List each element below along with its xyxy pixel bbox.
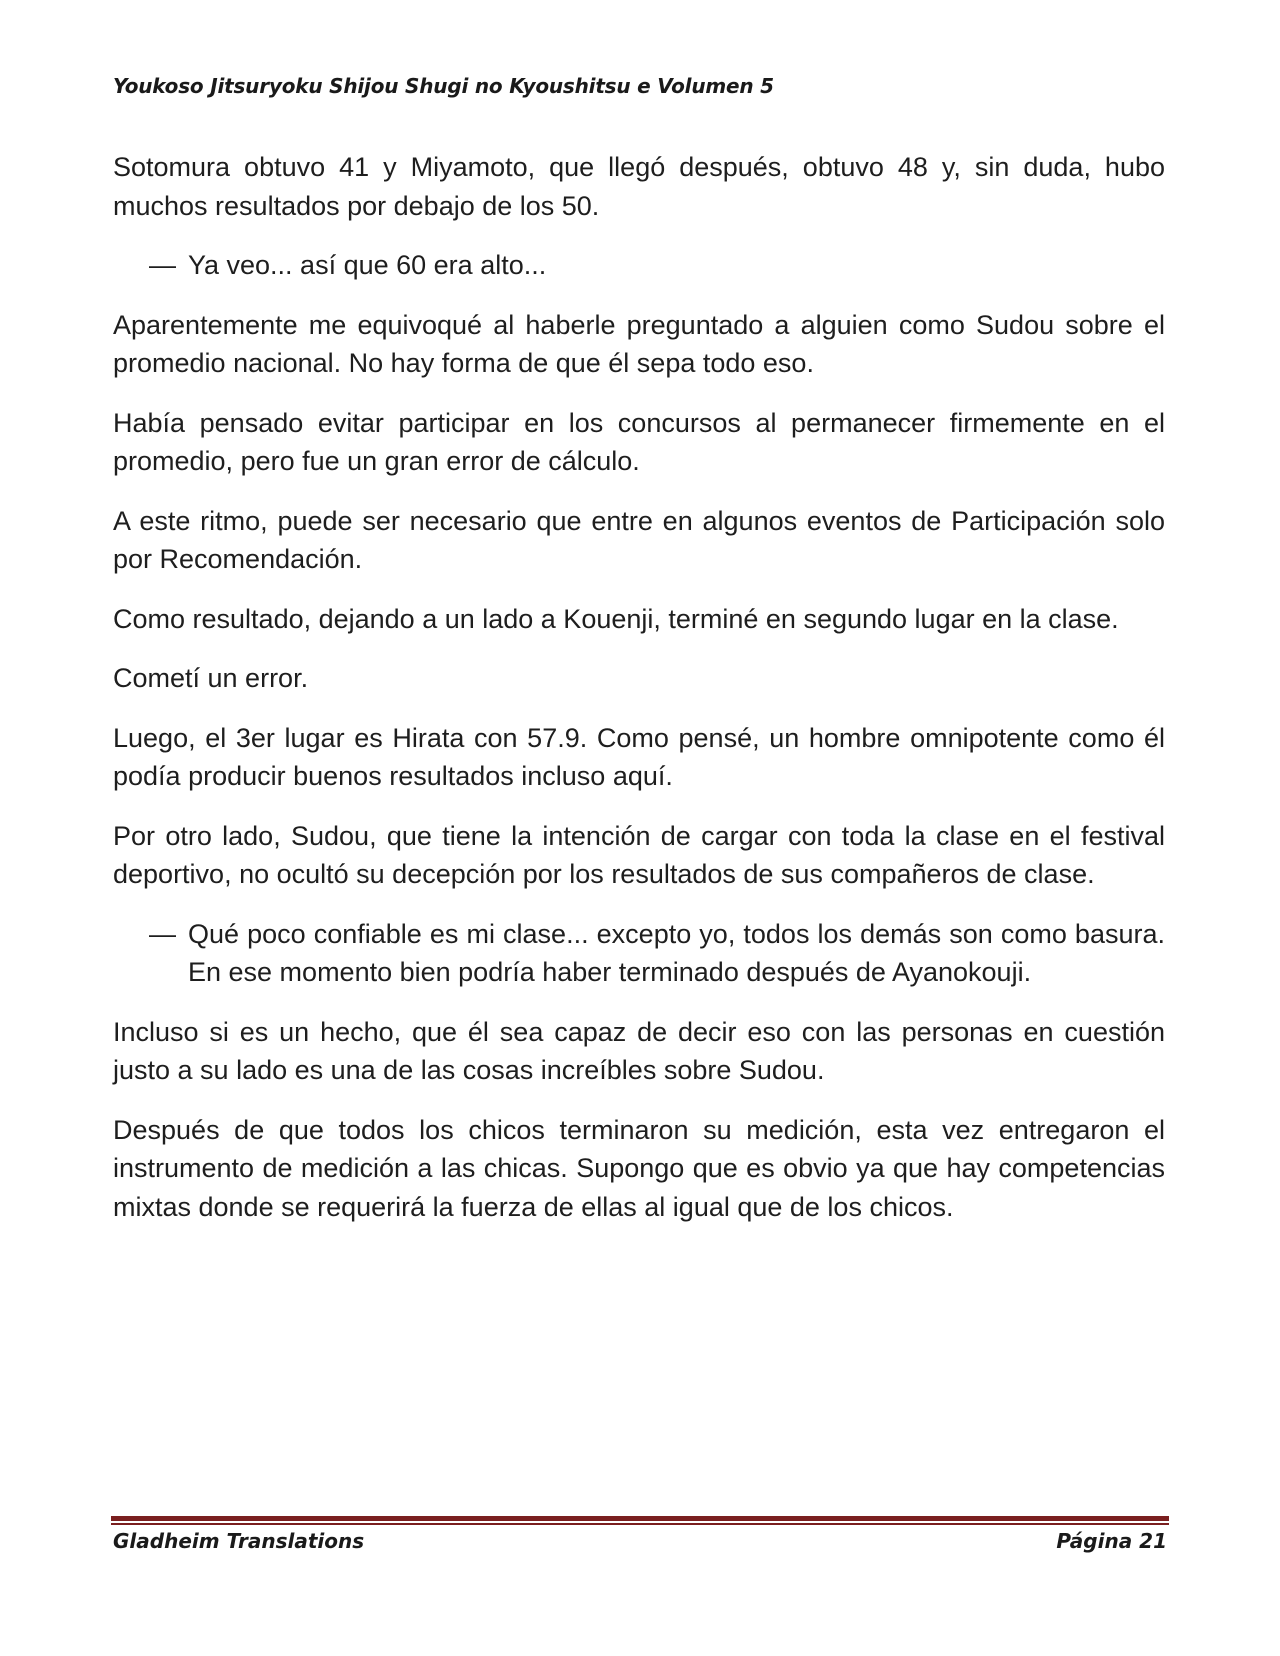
paragraph-6: Cometí un error. (113, 663, 309, 693)
footer-rule-thin (111, 1523, 1169, 1525)
running-header: Youkoso Jitsuryoku Shijou Shugi no Kyoushitsu e Volumen 5 (113, 74, 774, 98)
paragraph-10: Después de que todos los chicos terminaron su medición, esta vez entregaron el instrumento de medición a las chicas. Supongo que es obvio ya que hay competencias mixtas donde se requerirá la fuerza de ellas al igual que de los chicos. (113, 1114, 1165, 1222)
paragraph-3: Había pensado evitar participar en los concursos al permanecer firmemente en el promedio, pero fue un gran error de cálculo. (113, 407, 1165, 476)
dialogue-dash: — (149, 918, 176, 949)
dialogue-1 (113, 246, 1165, 285)
paragraph-7: Luego, el 3er lugar es Hirata con 57.9. Como pensé, un hombre omnipotente como él podía producir buenos resultados incluso aquí. (113, 722, 1165, 791)
dialogue-2 (113, 915, 1165, 992)
paragraph-9: Incluso si es un hecho, que él sea capaz de decir eso con las personas en cuestión justo a su lado es una de las cosas increíbles sobre Sudou. (113, 1016, 1165, 1085)
paragraph-4: A este ritmo, puede ser necesario que entre en algunos eventos de Participación solo por Recomendación. (113, 505, 1165, 574)
paragraph-8: Por otro lado, Sudou, que tiene la intención de cargar con toda la clase en el festival deportivo, no ocultó su decepción por los resultados de sus compañeros de clase. (113, 820, 1165, 889)
paragraph-5: Como resultado, dejando a un lado a Kouenji, terminé en segundo lugar en la clase. (113, 603, 1119, 634)
paragraph-1: Sotomura obtuvo 41 y Miyamoto, que llegó después, obtuvo 48 y, sin duda, hubo muchos resultados por debajo de los 50. (113, 152, 1165, 221)
footer-rule (111, 1516, 1169, 1521)
dialogue-dash: — (149, 250, 176, 280)
dialogue-1-text: Ya veo... así que 60 era alto... (188, 250, 547, 280)
paragraph-2: Aparentemente me equivoqué al haberle preguntado a alguien como Sudou sobre el promedio nacional. No hay forma de que él sepa todo eso. (113, 309, 1165, 378)
page-body (113, 148, 1165, 1247)
dialogue-2-text: Qué poco confiable es mi clase... excepto yo, todos los demás son como basura. En ese momento bien podría haber terminado después de Ayanokouji. (188, 918, 1165, 987)
page-number: Página 21 (1056, 1529, 1167, 1553)
footer-publisher: Gladheim Translations (113, 1529, 365, 1553)
